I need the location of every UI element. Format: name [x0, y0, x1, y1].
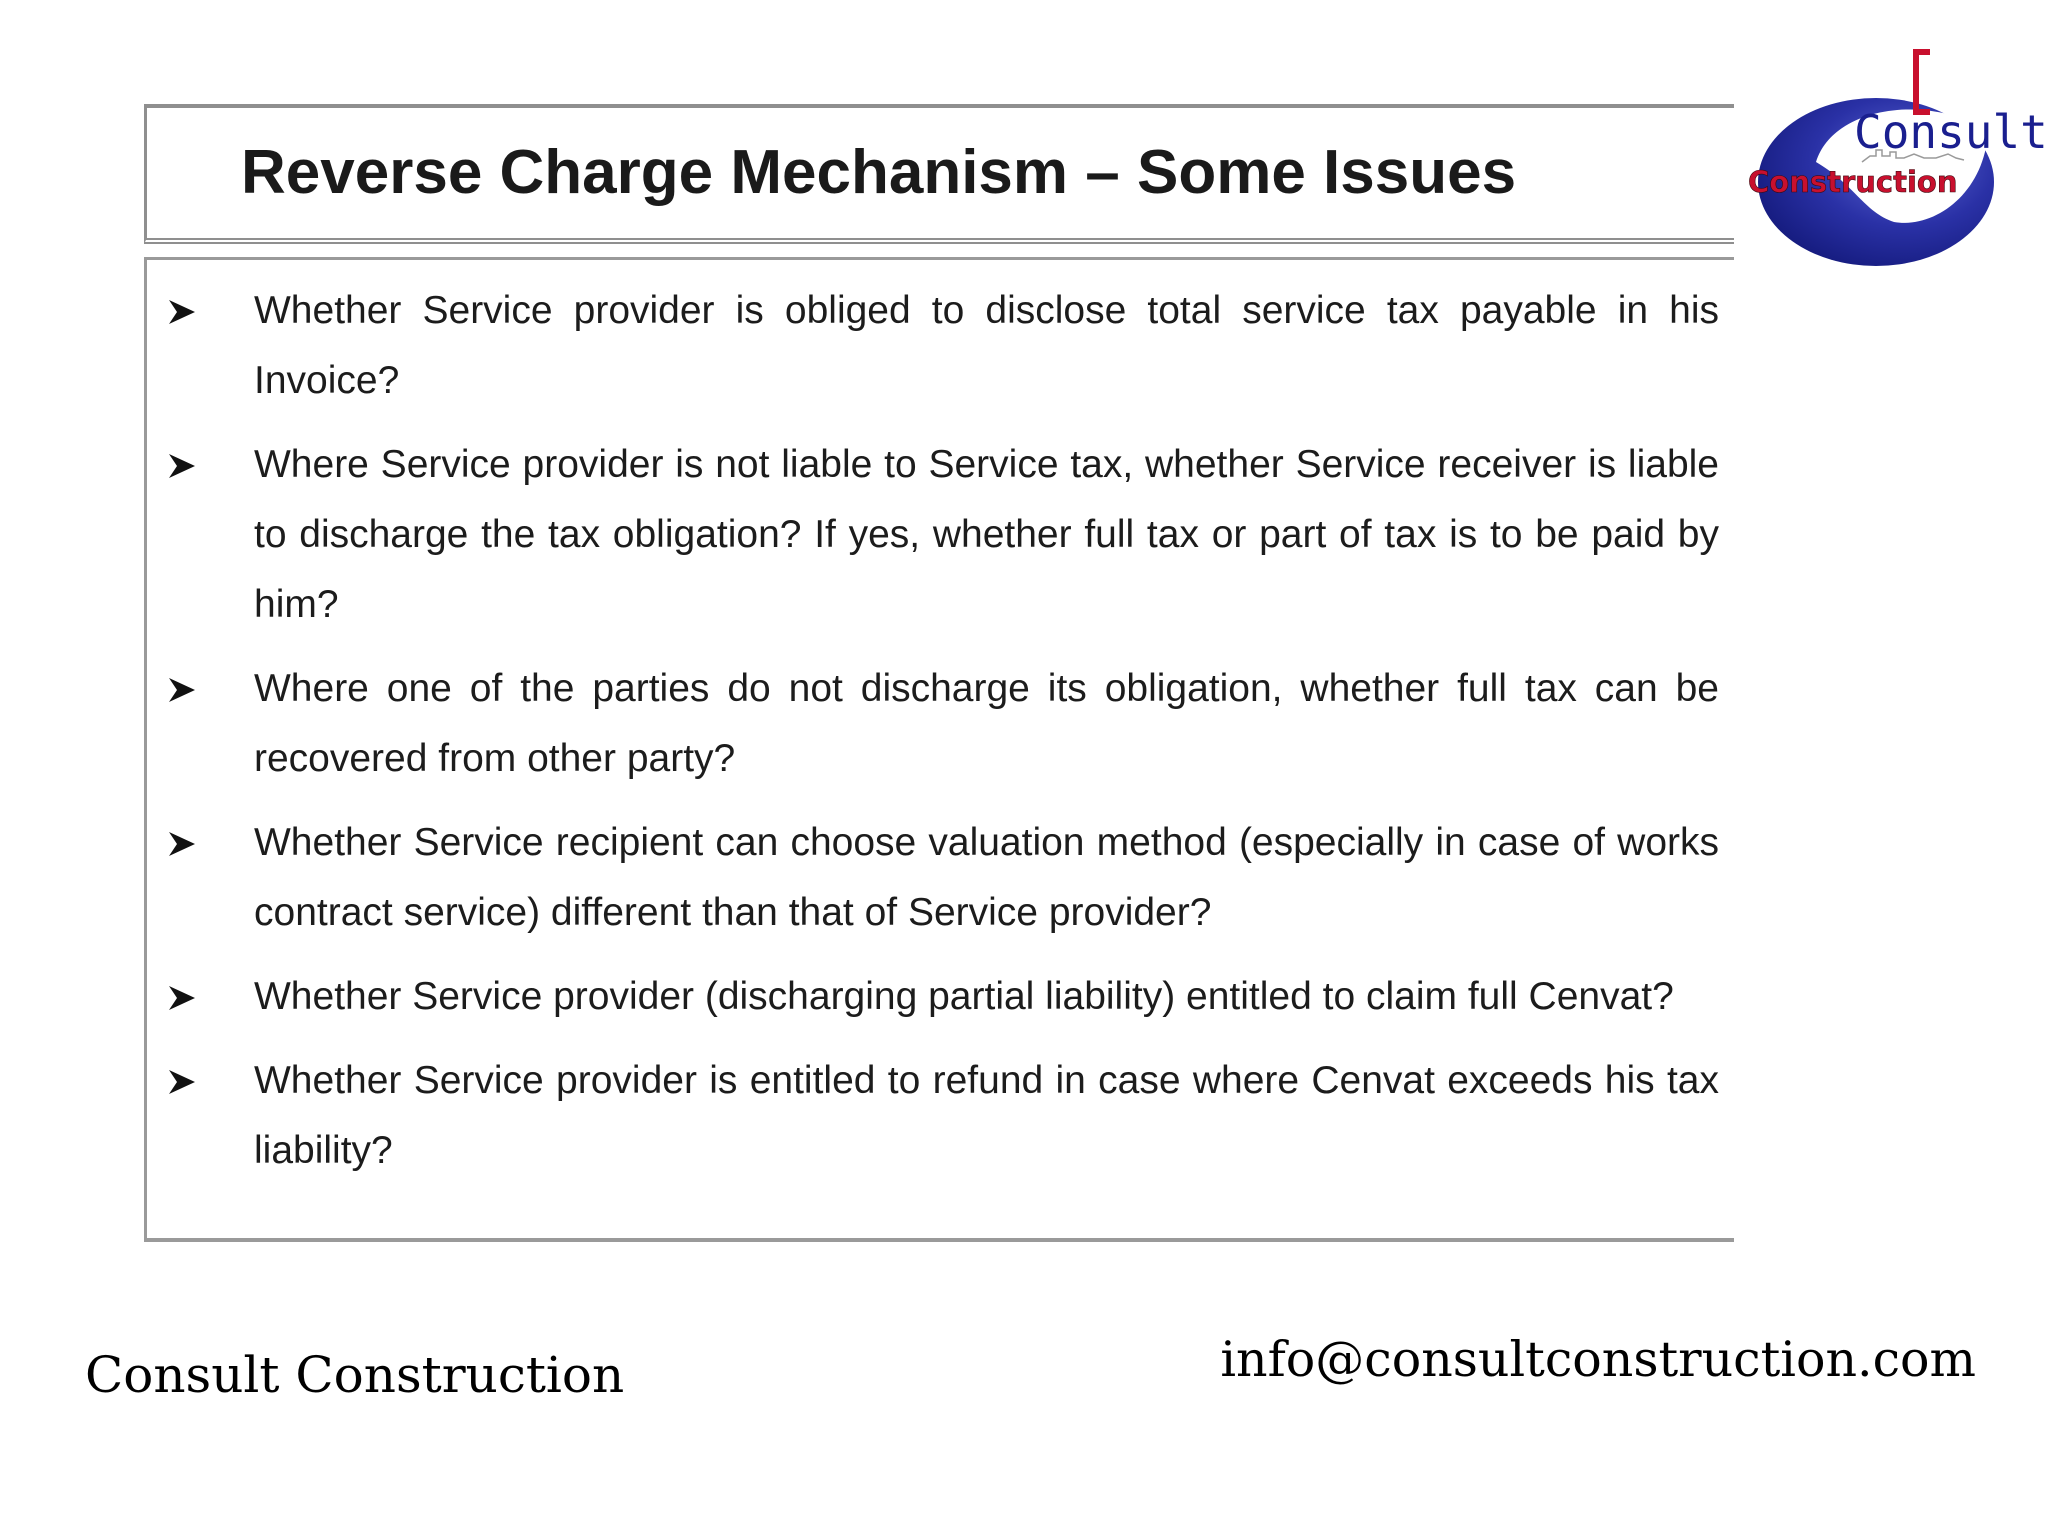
content-box [144, 257, 1734, 1242]
logo-graphic [1744, 44, 2048, 264]
list-item [147, 430, 1719, 640]
list-item [147, 276, 1719, 416]
list-item [147, 808, 1719, 948]
bullet-text: Whether Service provider is entitled to refund in case where Cenvat exceeds his tax liability? [254, 1059, 1719, 1172]
arrowhead-bullet-icon [167, 675, 197, 705]
bullet-text: Whether Service provider (discharging partial liability) entitled to claim full Cenvat? [254, 975, 1674, 1018]
title-box [144, 104, 1734, 244]
bullet-text: Whether Service recipient can choose valuation method (especially in case of works contract service) different than that of Service provider? [254, 821, 1719, 934]
bullet-text: Whether Service provider is obliged to disclose total service tax payable in his Invoice? [254, 289, 1719, 402]
slide-title: Reverse Charge Mechanism – Some Issues [241, 138, 1517, 207]
logo-word-construction: Construction [1748, 165, 1958, 199]
footer-company-name: Consult Construction [85, 1346, 625, 1404]
list-item [147, 962, 1719, 1032]
issue-list [147, 276, 1737, 1200]
arrowhead-bullet-icon [167, 1067, 197, 1097]
list-item [147, 1046, 1719, 1186]
consult-construction-logo [1744, 44, 2048, 264]
logo-word-consult: Consult [1854, 105, 2048, 159]
bullet-text: Where Service provider is not liable to Service tax, whether Service receiver is liable to discharge the tax obligation? If yes, whether full tax or part of tax is to be paid by him? [254, 443, 1719, 626]
arrowhead-bullet-icon [167, 983, 197, 1013]
footer-email-link[interactable]: info@consultconstruction.com [1220, 1331, 1976, 1388]
bullet-text: Where one of the parties do not discharge its obligation, whether full tax can be recovered from other party? [254, 667, 1719, 780]
logo-letter-c [1916, 52, 1930, 112]
arrowhead-bullet-icon [167, 829, 197, 859]
arrowhead-bullet-icon [167, 451, 197, 481]
arrowhead-bullet-icon [167, 297, 197, 327]
list-item [147, 654, 1719, 794]
